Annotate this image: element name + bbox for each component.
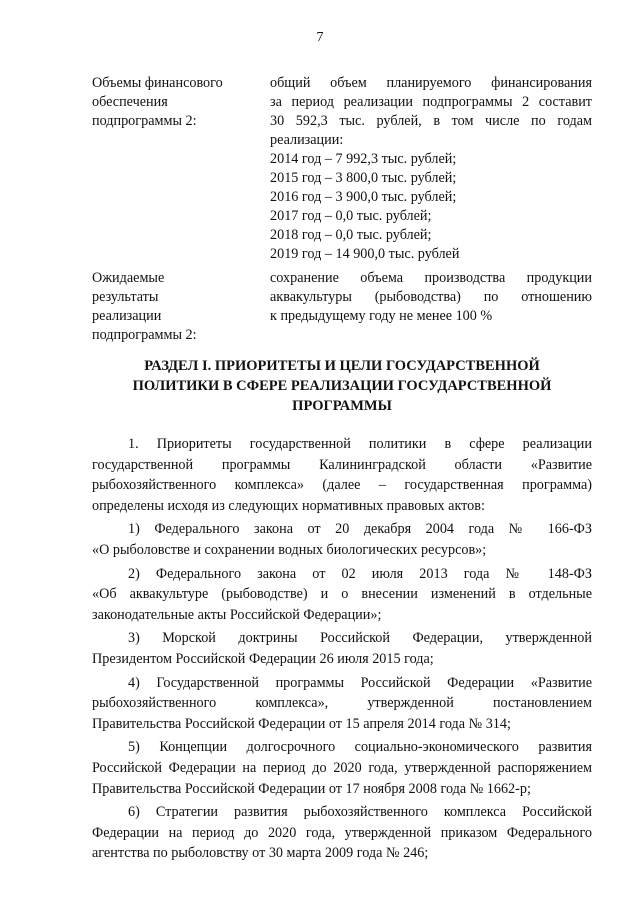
passport-label-line: подпрограммы 2: — [92, 327, 197, 343]
body-line: «Об аквакультуре (рыбоводстве) и о внесении изменений в отдельные — [92, 586, 592, 603]
page-number: 7 — [316, 30, 324, 45]
body-line: 4) Государственной программы Российской Федерации «Развитие — [128, 674, 592, 691]
passport-label-line: Объемы финансового — [92, 75, 223, 91]
passport-label-line: Ожидаемые — [92, 270, 165, 286]
passport-text-line: 2017 год – 0,0 тыс. рублей; — [270, 208, 432, 224]
body-line: Федерации на период до 2020 года, утвержденной приказом Федерального — [92, 824, 592, 841]
passport-text-line: реализации: — [270, 132, 344, 148]
section-heading-line: РАЗДЕЛ I. ПРИОРИТЕТЫ И ЦЕЛИ ГОСУДАРСТВЕННОЙ — [144, 358, 540, 374]
body-line: Российской Федерации на период до 2020 года, утвержденной распоряжением — [92, 759, 592, 776]
passport-text-line: 2018 год – 0,0 тыс. рублей; — [270, 227, 432, 243]
body-text — [92, 434, 592, 864]
passport-text-line: 2016 год – 3 900,0 тыс. рублей; — [270, 189, 457, 205]
passport-text-line: к предыдущему году не менее 100 % — [270, 308, 493, 324]
passport-label-line: реализации — [92, 308, 162, 324]
body-line: рыбохозяйственного комплекса», утвержденной постановлением — [92, 695, 592, 712]
passport-text-line: 2015 год – 3 800,0 тыс. рублей; — [270, 170, 457, 186]
passport-text-line: сохранение объема производства продукции — [270, 270, 592, 286]
passport-label-results — [92, 269, 252, 345]
body-line: государственной программы Калининградской области «Развитие — [92, 456, 592, 473]
passport-text-line: за период реализации подпрограммы 2 составит — [270, 94, 592, 110]
body-line: законодательные акты Российской Федерации»; — [92, 606, 382, 623]
section-heading-line: ПРОГРАММЫ — [292, 398, 392, 414]
section-heading-line: ПОЛИТИКИ В СФЕРЕ РЕАЛИЗАЦИИ ГОСУДАРСТВЕННОЙ — [132, 378, 552, 394]
passport-label-line: подпрограммы 2: — [92, 113, 197, 129]
body-line: агентства по рыболовству от 30 марта 2009 года № 246; — [92, 845, 429, 862]
body-line: 6) Стратегии развития рыбохозяйственного комплекса Российской — [128, 804, 592, 821]
body-line: 1) Федерального закона от 20 декабря 2004 года № 166-ФЗ — [128, 521, 592, 538]
passport-text-line: 2019 год – 14 900,0 тыс. рублей — [270, 246, 460, 262]
body-line: Правительства Российской Федерации от 15 апреля 2014 года № 314; — [92, 715, 511, 732]
body-line: 3) Морской доктрины Российской Федерации, утвержденной — [128, 630, 592, 647]
body-line: «О рыболовстве и сохранении водных биологических ресурсов»; — [92, 541, 487, 558]
passport-text-line: аквакультуры (рыбоводства) по отношению — [270, 289, 592, 305]
passport-label-line: результаты — [92, 289, 159, 305]
body-line: 5) Концепции долгосрочного социально-экономического развития — [128, 739, 592, 756]
passport-label-financing — [92, 74, 252, 131]
passport-text-financing — [270, 74, 592, 264]
passport-text-results — [270, 269, 592, 326]
passport-text-line: 30 592,3 тыс. рублей, в том числе по годам — [270, 113, 592, 129]
body-line: Президентом Российской Федерации 26 июля 2015 года; — [92, 650, 434, 667]
passport-label-line: обеспечения — [92, 94, 168, 110]
body-line: 2) Федерального закона от 02 июля 2013 года № 148-ФЗ — [128, 565, 592, 582]
body-line: Правительства Российской Федерации от 17 ноября 2008 года № 1662-р; — [92, 780, 531, 797]
passport-text-line: 2014 год – 7 992,3 тыс. рублей; — [270, 151, 457, 167]
body-line: рыбохозяйственного комплекса» (далее – государственная программа) — [92, 477, 592, 494]
passport-text-line: общий объем планируемого финансирования — [270, 75, 592, 91]
body-line: определены исходя из следующих нормативных правовых актов: — [92, 497, 485, 514]
section-heading — [92, 356, 592, 416]
body-line: 1. Приоритеты государственной политики в сфере реализации — [128, 436, 592, 452]
